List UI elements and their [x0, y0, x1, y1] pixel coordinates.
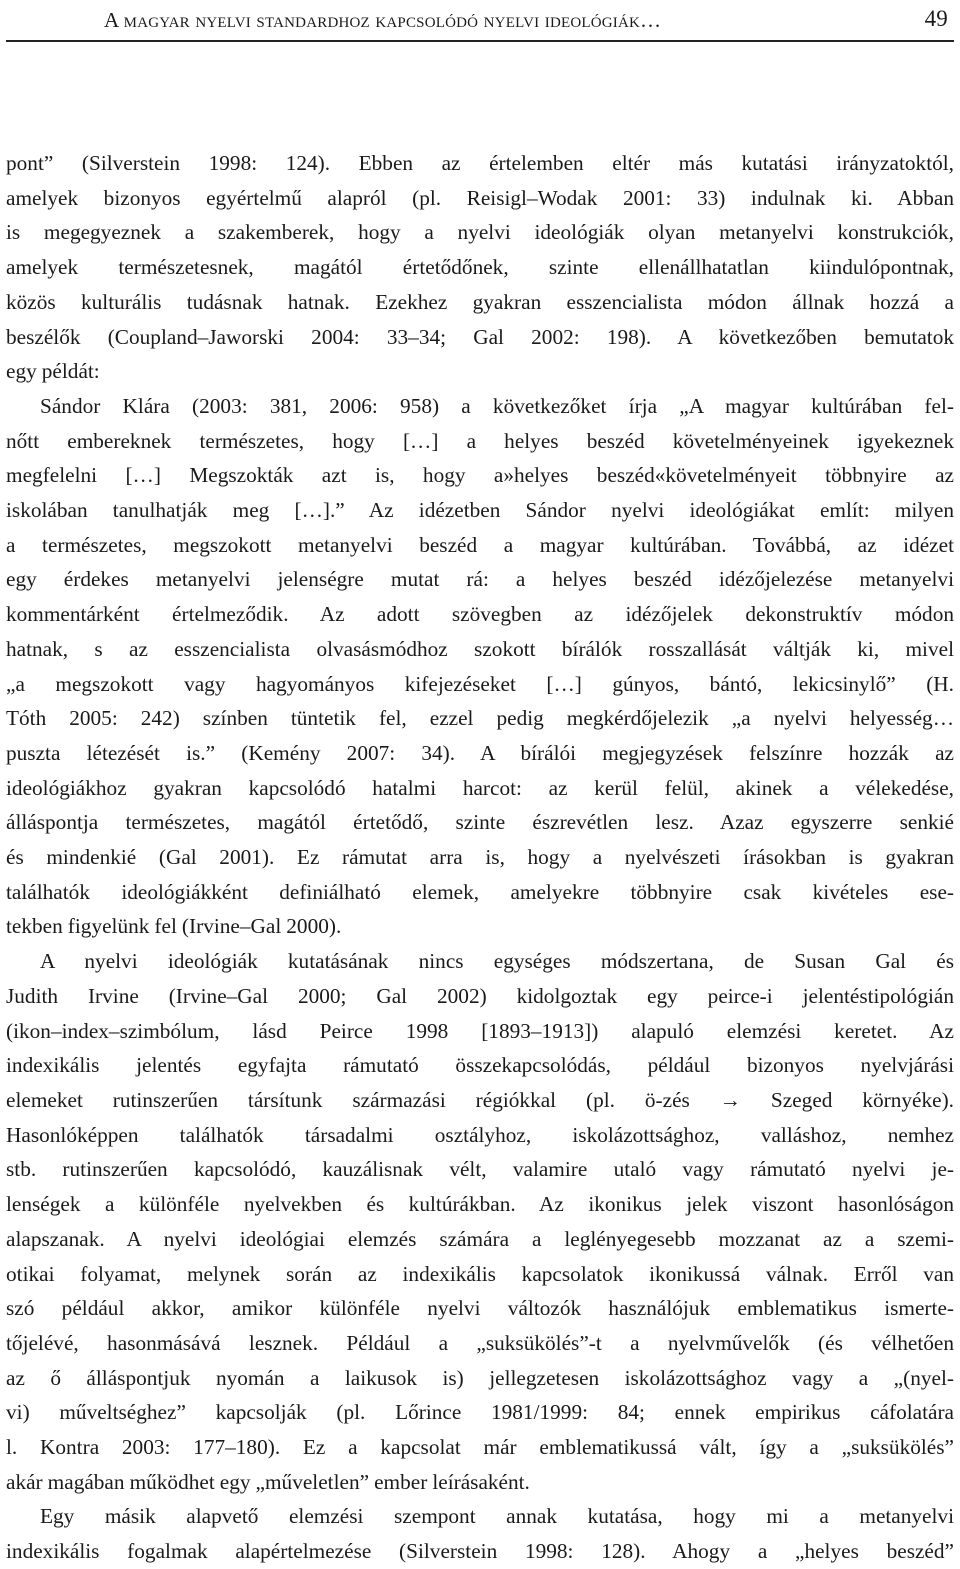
- text-line: Hasonlóképpen találhatók társadalmi osztályhoz, iskolázottsághoz, valláshoz, nemhez: [6, 1122, 954, 1147]
- paragraph-3: [6, 944, 954, 1499]
- text-line: elemeket rutinszerűen társítunk származási régiókkal (pl. ö-zés → Szeged környéke).: [6, 1087, 954, 1112]
- text-line: a természetes, megszokott metanyelvi beszéd a magyar kultúrában. Továbbá, az idézet: [6, 532, 954, 557]
- text-line: kommentárként értelmeződik. Az adott szövegben az idézőjelek dekonstruktív módon: [6, 602, 954, 627]
- text-line: indexikális jelentés egyfajta rámutató összekapcsolódás, például bizonyos nyelvjárási: [6, 1053, 954, 1078]
- text-line: szó például akkor, amikor különféle nyelvi változók használójuk emblematikus ismerte-: [6, 1296, 954, 1321]
- text-line: indexikális fogalmak alapértelmezése (Silverstein 1998: 128). Ahogy a „helyes beszéd”: [6, 1539, 954, 1564]
- text-line: Tóth 2005: 242) színben tüntetik fel, ezzel pedig megkérdőjelezik „a nyelvi helyesség…: [6, 706, 954, 731]
- text-line: „a megszokott vagy hagyományos kifejezéseket […] gúnyos, bántó, lekicsinylő” (H.: [6, 671, 954, 696]
- page-number: 49: [924, 6, 948, 31]
- text-line: stb. rutinszerűen kapcsolódó, kauzálisnak vélt, valamire utaló vagy rámutató nyelvi je-: [6, 1157, 954, 1182]
- paragraph-4: [6, 1499, 954, 1568]
- text-line: amelyek természetesnek, magától értetődőnek, szinte ellenállhatatlan kiindulópontnak,: [6, 255, 954, 280]
- text-line: találhatók ideológiákként definiálható elemek, amelyekre többnyire csak kivételes ese-: [6, 879, 954, 904]
- paragraph-1: [6, 146, 954, 389]
- text-line: is megegyeznek a szakemberek, hogy a nyelvi ideológiák olyan metanyelvi konstrukciók,: [6, 220, 954, 245]
- running-title: A magyar nyelvi standardhoz kapcsolódó nyelvi ideológiák…: [104, 8, 662, 32]
- text-line: (ikon–index–szimbólum, lásd Peirce 1998 [1893–1913]) alapuló elemzési keretet. Az: [6, 1018, 954, 1043]
- text-line: Egy másik alapvető elemzési szempont annak kutatása, hogy mi a metanyelvi: [40, 1504, 954, 1529]
- text-line: egy példát:: [6, 359, 100, 384]
- text-line: iskolában tanulhatják meg […].” Az idézetben Sándor nyelvi ideológiákat említ: milyen: [6, 498, 954, 523]
- text-line: és mindenkié (Gal 2001). Ez rámutat arra is, hogy a nyelvészeti írásokban is gyakran: [6, 845, 954, 870]
- header-rule: [6, 40, 954, 42]
- text-line: közös kulturális tudásnak hatnak. Ezekhez gyakran esszencialista módon állnak hozzá a: [6, 289, 954, 314]
- text-line: akár magában működhet egy „műveletlen” ember leírásaként.: [6, 1469, 530, 1494]
- text-line: lenségek a különféle nyelvekben és kultúrákban. Az ikonikus jelek viszont hasonlóságon: [6, 1192, 954, 1217]
- text-line: Judith Irvine (Irvine–Gal 2000; Gal 2002) kidolgoztak egy peirce-i jelentéstipológián: [6, 983, 954, 1008]
- text-line: egy érdekes metanyelvi jelenségre mutat rá: a helyes beszéd idézőjelezése metanyelvi: [6, 567, 954, 592]
- text-line: az ő álláspontjuk nyomán a laikusok is) jellegzetesen iskolázottsághoz vagy a „(nyel-: [6, 1365, 954, 1390]
- running-header: [104, 2, 948, 40]
- text-line: tőjelévé, hasonmásává lesznek. Például a „suksükölés”-t a nyelvművelők (és vélhetően: [6, 1330, 954, 1355]
- text-line: puszta létezését is.” (Kemény 2007: 34). A bírálói megjegyzések felszínre hozzák az: [6, 740, 954, 765]
- text-line: Sándor Klára (2003: 381, 2006: 958) a következőket írja „A magyar kultúrában fel-: [40, 393, 954, 418]
- text-line: hatnak, s az esszencialista olvasásmódhoz szokott bírálók rosszallását váltják ki, mivel: [6, 636, 954, 661]
- body-text: [6, 146, 954, 1569]
- paragraph-2: [6, 389, 954, 944]
- text-line: pont” (Silverstein 1998: 124). Ebben az értelemben eltér más kutatási irányzatoktól,: [6, 151, 954, 175]
- text-line: A nyelvi ideológiák kutatásának nincs egységes módszertana, de Susan Gal és: [40, 949, 954, 974]
- text-line: álláspontja természetes, magától értetődő, szinte észrevétlen lesz. Azaz egyszerre senkié: [6, 810, 954, 835]
- text-line: ideológiákhoz gyakran kapcsolódó hatalmi harcot: az kerül felül, akinek a vélekedése,: [6, 775, 954, 800]
- text-line: beszélők (Coupland–Jaworski 2004: 33–34; Gal 2002: 198). A következőben bemutatok: [6, 324, 954, 349]
- text-line: otikai folyamat, melynek során az indexikális kapcsolatok ikonikussá válnak. Erről van: [6, 1261, 954, 1286]
- text-line: l. Kontra 2003: 177–180). Ez a kapcsolat már emblematikussá vált, így a „suksükölés”: [6, 1435, 954, 1460]
- text-line: amelyek bizonyos egyértelmű alapról (pl. Reisigl–Wodak 2001: 33) indulnak ki. Abban: [6, 185, 954, 210]
- text-line: alapszanak. A nyelvi ideológiai elemzés számára a leglényegesebb mozzanat az a szemi-: [6, 1226, 954, 1251]
- text-line: vi) műveltséghez” kapcsolják (pl. Lőrince 1981/1999: 84; ennek empirikus cáfolatára: [6, 1400, 954, 1425]
- text-line: tekben figyelünk fel (Irvine–Gal 2000).: [6, 914, 342, 939]
- text-line: nőtt embereknek természetes, hogy […] a helyes beszéd követelményeinek igyekeznek: [6, 428, 954, 453]
- text-line: megfelelni […] Megszokták azt is, hogy a»helyes beszéd«követelményeit többnyire az: [6, 463, 954, 488]
